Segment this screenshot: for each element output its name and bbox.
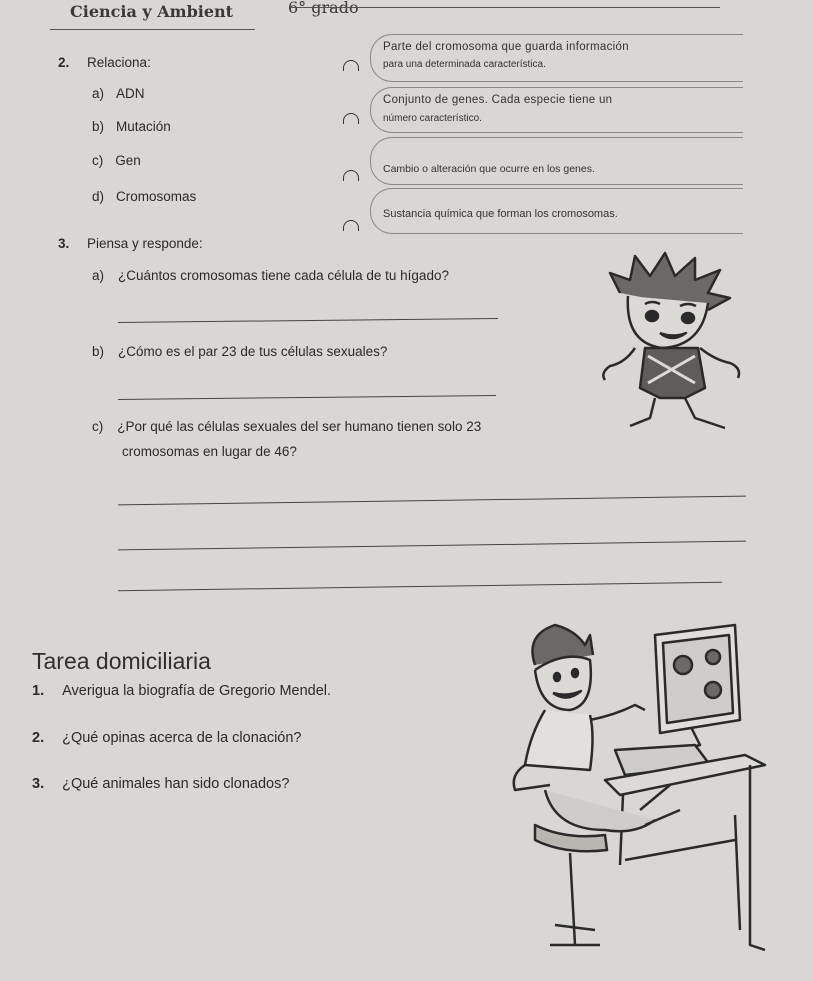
kid-at-computer-illustration	[495, 615, 775, 975]
match-item-a: a) ADN	[92, 86, 145, 101]
match-item-b: b) Mutación	[92, 119, 171, 134]
question-c-continued: cromosomas en lugar de 46?	[122, 444, 297, 459]
answer-line-a[interactable]	[118, 318, 498, 323]
answer-line-c2[interactable]	[118, 541, 746, 551]
answer-line-c3[interactable]	[118, 582, 722, 591]
homework-item-2: 2. ¿Qué opinas acerca de la clonación?	[32, 730, 302, 746]
definition-2-line1: Conjunto de genes. Cada especie tiene un	[383, 94, 613, 106]
definition-4-line1: Sustancia química que forman los cromosomas.	[383, 208, 618, 220]
match-bubble-3[interactable]	[343, 170, 359, 181]
definition-1-line2: para una determinada característica.	[383, 59, 546, 70]
question-c: c) ¿Por qué las células sexuales del ser humano tienen solo 23	[92, 419, 482, 434]
answer-line-c1[interactable]	[118, 496, 746, 506]
definition-1-line1: Parte del cromosoma que guarda información	[383, 41, 629, 53]
header-underline-left	[50, 29, 255, 30]
question-b: b) ¿Cómo es el par 23 de tus células sexuales?	[92, 344, 388, 359]
answer-line-b[interactable]	[118, 395, 496, 400]
match-bubble-2[interactable]	[343, 113, 359, 124]
subject-title: Ciencia y Ambient	[70, 2, 234, 21]
grade-label: 6° grado	[288, 0, 359, 17]
definition-box-3[interactable]	[370, 137, 743, 185]
match-bubble-1[interactable]	[343, 60, 359, 71]
homework-item-3: 3. ¿Qué animales han sido clonados?	[32, 776, 290, 792]
cartoon-boy-illustration	[590, 248, 750, 438]
definition-2-line2: número característico.	[383, 113, 482, 124]
match-item-d: d) Cromosomas	[92, 189, 197, 204]
homework-item-1: 1. Averigua la biografía de Gregorio Mendel.	[32, 683, 332, 699]
header-underline-right	[290, 7, 720, 8]
section-2-heading: 2. Relaciona:	[58, 55, 151, 70]
match-item-c: c) Gen	[92, 153, 141, 168]
section-3-heading: 3. Piensa y responde:	[58, 236, 203, 251]
definition-3-line1: Cambio o alteración que ocurre en los genes.	[383, 163, 595, 175]
question-a: a) ¿Cuántos cromosomas tiene cada célula de tu hígado?	[92, 268, 449, 283]
homework-title: Tarea domiciliaria	[32, 648, 211, 674]
match-bubble-4[interactable]	[343, 220, 359, 231]
